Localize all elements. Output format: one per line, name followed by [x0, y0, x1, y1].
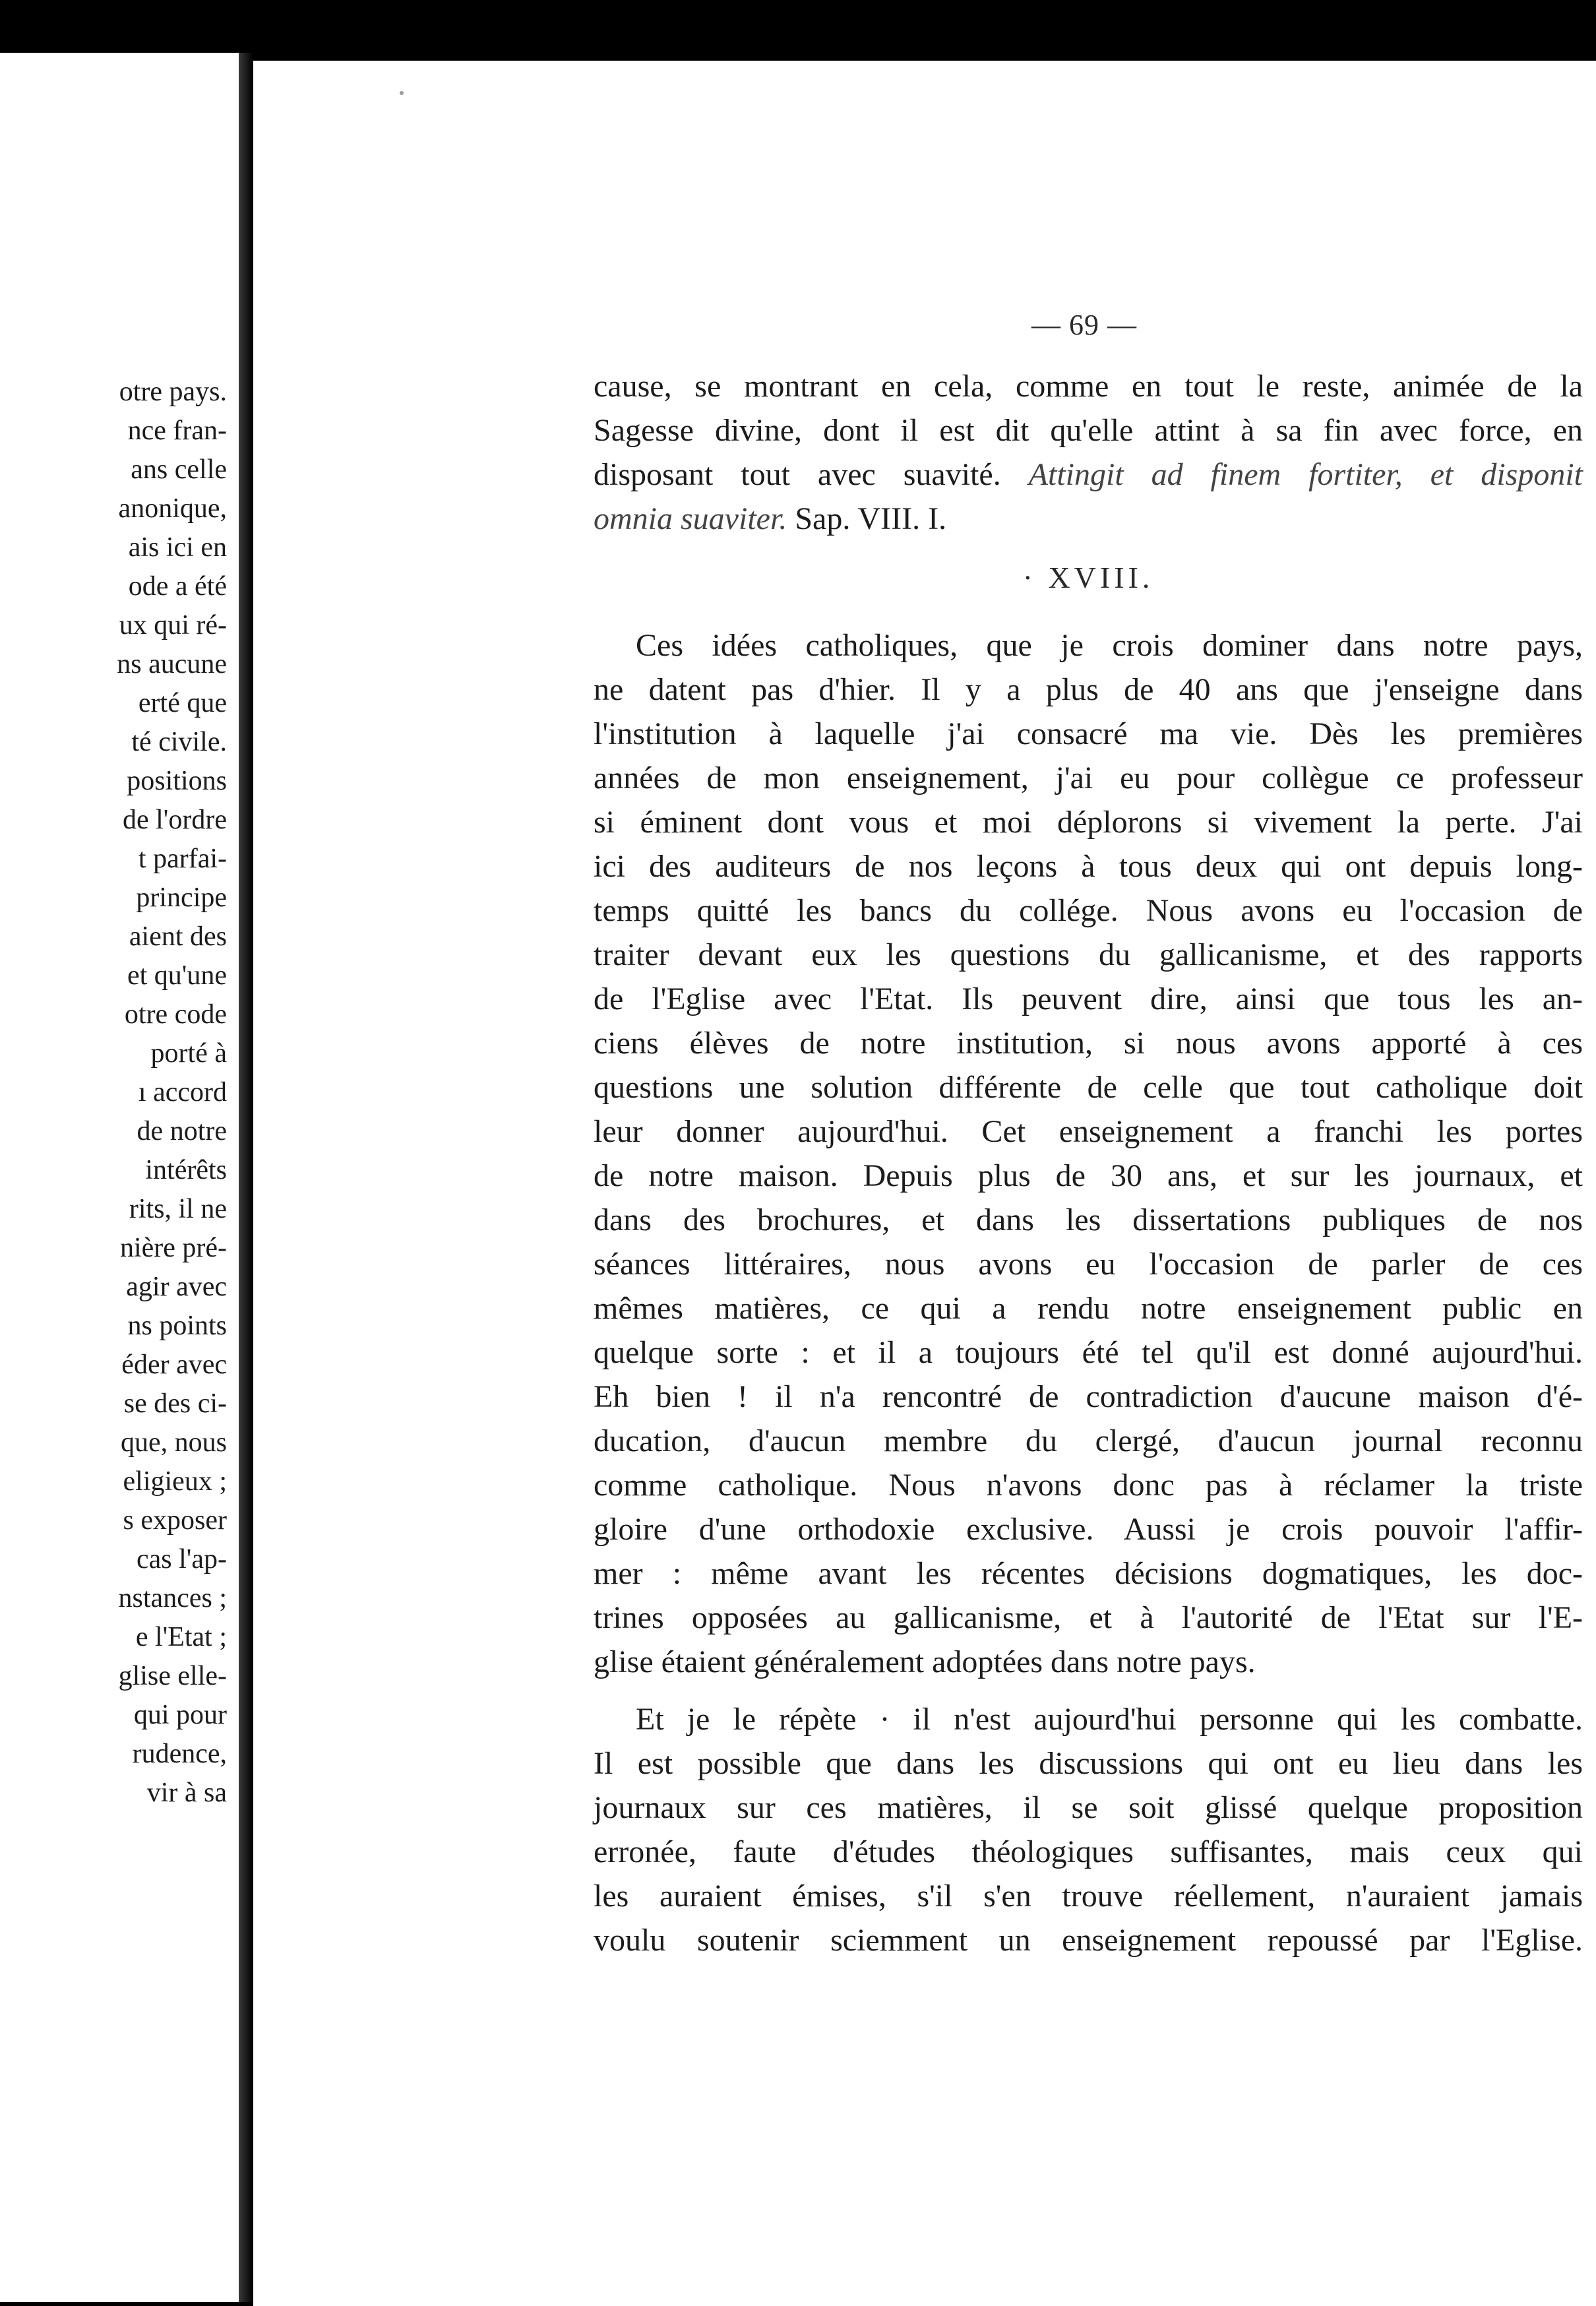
- text-line: temps quitté les bancs du collége. Nous avons eu l'occasion de: [594, 893, 1583, 928]
- left-line: eligieux ;: [123, 1466, 227, 1497]
- text-line: trines opposées au gallicanisme, et à l'autorité de l'Etat sur l'E-: [594, 1600, 1583, 1635]
- left-line: e l'Etat ;: [135, 1622, 227, 1652]
- left-line: nière pré-: [119, 1233, 227, 1263]
- bible-reference: Sap. VIII. I.: [795, 501, 947, 536]
- text-line: Et je le répète · il n'est aujourd'hui personne qui les combatte.: [636, 1702, 1583, 1737]
- left-line: ode a été: [128, 571, 227, 602]
- left-line: de notre: [137, 1116, 227, 1146]
- left-line: et qu'une: [127, 960, 227, 991]
- left-line: anonique,: [118, 493, 227, 524]
- text-line: ducation, d'aucun membre du clergé, d'aucun journal reconnu: [594, 1423, 1583, 1458]
- left-line: ı accord: [138, 1077, 227, 1107]
- left-page: [0, 53, 239, 2302]
- text-line: de l'Eglise avec l'Etat. Ils peuvent dire, ainsi que tous les an-: [594, 982, 1583, 1016]
- latin-quotation: Attingit ad finem fortiter, et disponit: [1028, 457, 1583, 492]
- left-line: qui pour: [133, 1700, 227, 1730]
- text-line: traiter devant eux les questions du gallicanisme, et des rapports: [594, 937, 1583, 972]
- left-line: nstances ;: [118, 1583, 227, 1613]
- latin-quotation: omnia suaviter.: [594, 501, 787, 536]
- left-line: ans celle: [131, 454, 227, 485]
- left-line: t parfai-: [138, 844, 227, 874]
- left-line: éder avec: [121, 1350, 227, 1380]
- left-line: otre code: [124, 999, 227, 1030]
- left-line: que, nous: [121, 1427, 227, 1458]
- text-line: Ces idées catholiques, que je crois dominer dans notre pays,: [636, 628, 1583, 663]
- paper-speck: [400, 91, 404, 95]
- paragraph-gap: [594, 1684, 1583, 1697]
- text-segment: disposant tout avec suavité.: [594, 457, 1001, 492]
- text-line: [594, 452, 1583, 497]
- text-line: ne datent pas d'hier. Il y a plus de 40 ans que j'enseigne dans: [594, 672, 1583, 707]
- text-line: Sagesse divine, dont il est dit qu'elle attint à sa fin avec force, en: [594, 413, 1583, 448]
- text-line: années de mon enseignement, j'ai eu pour collègue ce professeur: [594, 761, 1583, 795]
- text-line: questions une solution différente de celle que tout catholique doit: [594, 1070, 1583, 1105]
- left-line: cas l'ap-: [137, 1544, 227, 1574]
- left-line: té civile.: [131, 727, 227, 757]
- body-text: [594, 364, 1583, 1962]
- left-line: s exposer: [123, 1505, 227, 1536]
- section-heading: · XVIII.: [1022, 561, 1154, 594]
- text-line: journaux sur ces matières, il se soit glissé quelque proposition: [594, 1790, 1583, 1825]
- left-line: positions: [127, 766, 227, 796]
- left-line: se des ci-: [123, 1388, 227, 1419]
- left-line: agir avec: [126, 1272, 227, 1302]
- left-line: rudence,: [132, 1739, 227, 1769]
- text-line: Eh bien ! il n'a rencontré de contradiction d'aucune maison d'é-: [594, 1379, 1583, 1414]
- text-line: cause, se montrant en cela, comme en tout le reste, animée de la: [594, 369, 1583, 404]
- text-line: comme catholique. Nous n'avons donc pas à réclamer la triste: [594, 1468, 1583, 1503]
- text-line: Il est possible que dans les discussions qui ont eu lieu dans les: [594, 1746, 1583, 1781]
- page-number: — 69 —: [1031, 309, 1137, 341]
- text-line: erronée, faute d'études théologiques suffisantes, mais ceux qui: [594, 1834, 1583, 1869]
- left-line: vir à sa: [146, 1778, 227, 1808]
- text-line: ciens élèves de notre institution, si nous avons apporté à ces: [594, 1026, 1583, 1061]
- left-line: intérêts: [145, 1155, 227, 1185]
- book-gutter: [239, 53, 253, 2302]
- left-line: erté que: [138, 688, 227, 718]
- text-line: gloire d'une orthodoxie exclusive. Aussi je crois pouvoir l'affir-: [594, 1512, 1583, 1547]
- left-line: glise elle-: [118, 1661, 227, 1691]
- text-line: quelque sorte : et il a toujours été tel qu'il est donné aujourd'hui.: [594, 1335, 1583, 1370]
- text-line: les auraient émises, s'il s'en trouve réellement, n'auraient jamais: [594, 1879, 1583, 1914]
- left-line: rits, il ne: [129, 1194, 227, 1224]
- left-line: ux qui ré-: [119, 610, 227, 640]
- text-line: glise étaient généralement adoptées dans notre pays.: [594, 1644, 1256, 1679]
- text-line: leur donner aujourd'hui. Cet enseignement a franchi les portes: [594, 1114, 1583, 1149]
- text-line: ici des auditeurs de nos leçons à tous deux qui ont depuis long-: [594, 849, 1583, 884]
- text-line: mêmes matières, ce qui a rendu notre enseignement public en: [594, 1291, 1583, 1326]
- left-line: principe: [136, 883, 227, 913]
- text-line: de notre maison. Depuis plus de 30 ans, et sur les journaux, et: [594, 1158, 1583, 1193]
- text-line: mer : même avant les récentes décisions dogmatiques, les doc-: [594, 1556, 1583, 1591]
- left-page-text: [0, 373, 227, 1813]
- text-line: si éminent dont vous et moi déplorons si vivement la perte. J'ai: [594, 805, 1583, 840]
- right-page: [253, 61, 1596, 2306]
- text-line: l'institution à laquelle j'ai consacré ma vie. Dès les premières: [594, 716, 1583, 751]
- text-line: séances littéraires, nous avons eu l'occasion de parler de ces: [594, 1247, 1583, 1282]
- left-line: aient des: [129, 921, 227, 952]
- text-line: dans des brochures, et dans les dissertations publiques de nos: [594, 1202, 1583, 1237]
- left-line: ais ici en: [128, 532, 227, 563]
- text-line: voulu soutenir sciemment un enseignement repoussé par l'Eglise.: [594, 1923, 1583, 1958]
- text-line: [594, 497, 1583, 541]
- left-line: porté à: [150, 1038, 227, 1069]
- left-line: nce fran-: [127, 416, 227, 446]
- left-line: de l'ordre: [123, 805, 227, 835]
- left-line: ns aucune: [117, 649, 227, 679]
- left-line: otre pays.: [119, 377, 227, 407]
- left-line: ns points: [127, 1311, 227, 1341]
